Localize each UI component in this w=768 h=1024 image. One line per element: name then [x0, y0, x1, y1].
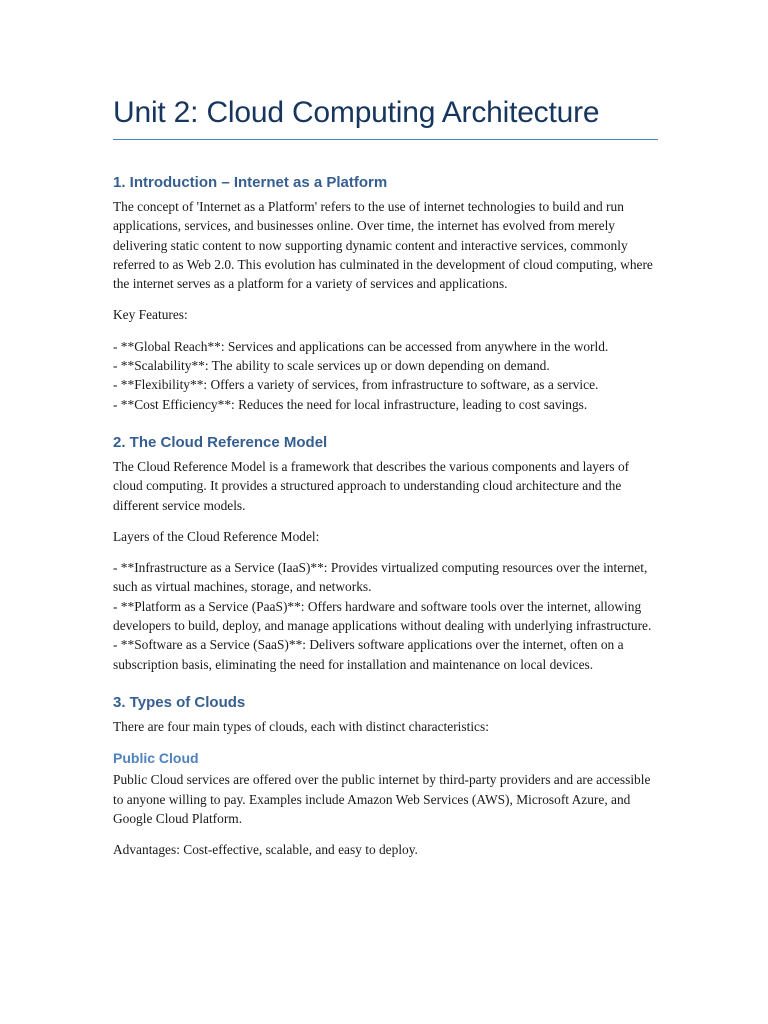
document-title: Unit 2: Cloud Computing Architecture: [113, 96, 600, 129]
list-item: - **Flexibility**: Offers a variety of services, from infrastructure to software, as a service.: [113, 377, 599, 393]
section-heading: 1. Introduction – Internet as a Platform: [113, 174, 388, 191]
document-body: [113, 172, 658, 871]
subsection-public-cloud: [113, 748, 658, 859]
section-paragraph: There are four main types of clouds, each with distinct characteristics:: [113, 718, 489, 734]
section-introduction: [113, 172, 658, 414]
list-label: Key Features:: [113, 307, 188, 323]
section-heading: 3. Types of Clouds: [113, 693, 246, 711]
section-paragraph: The concept of 'Internet as a Platform' refers to the use of internet technologies to build and run applications, services, and businesses online. Over time, the internet has evolved from merely delivering static content to now supporting dynamic content and interactive services, commonly referred to as Web 2.0. This evolution has culminated in the development of cloud computing, where the internet serves as a platform for a variety of services and applications.: [113, 199, 653, 292]
section-types-of-clouds: [113, 692, 658, 859]
key-features-list: [113, 337, 658, 414]
list-label: Layers of the Cloud Reference Model:: [113, 528, 320, 544]
section-heading: 2. The Cloud Reference Model: [113, 433, 328, 451]
list-item: - **Scalability**: The ability to scale services up or down depending on demand.: [113, 358, 550, 374]
layers-list: [113, 558, 658, 674]
section-paragraph: The Cloud Reference Model is a framework that describes the various components and layers of cloud computing. It provides a structured approach to understanding cloud architecture and the different service models.: [113, 458, 630, 513]
subsection-paragraph: Public Cloud services are offered over the public internet by third-party providers and are accessible to anyone willing to pay. Examples include Amazon Web Services (AWS), Microsoft Azure, and Google Cloud Platform.: [113, 772, 651, 826]
list-item: - **Platform as a Service (PaaS)**: Offers hardware and software tools over the internet, allowing developers to build, deploy, and manage applications without dealing with underlying infrastructure.: [113, 598, 652, 634]
list-item: - **Cost Efficiency**: Reduces the need for local infrastructure, leading to cost savings.: [113, 396, 588, 412]
title-underline: [113, 139, 658, 140]
advantages-text: Advantages: Cost-effective, scalable, and easy to deploy.: [113, 842, 418, 858]
list-item: - **Software as a Service (SaaS)**: Delivers software applications over the internet, often on a subscription basis, eliminating the need for installation and maintenance on local devices.: [113, 637, 624, 672]
list-item: - **Infrastructure as a Service (IaaS)**: Provides virtualized computing resources over the internet, such as virtual machines, storage, and networks.: [113, 560, 648, 595]
subsection-heading: Public Cloud: [113, 750, 199, 767]
section-cloud-reference-model: [113, 432, 658, 674]
list-item: - **Global Reach**: Services and applications can be accessed from anywhere in the world.: [113, 338, 609, 354]
